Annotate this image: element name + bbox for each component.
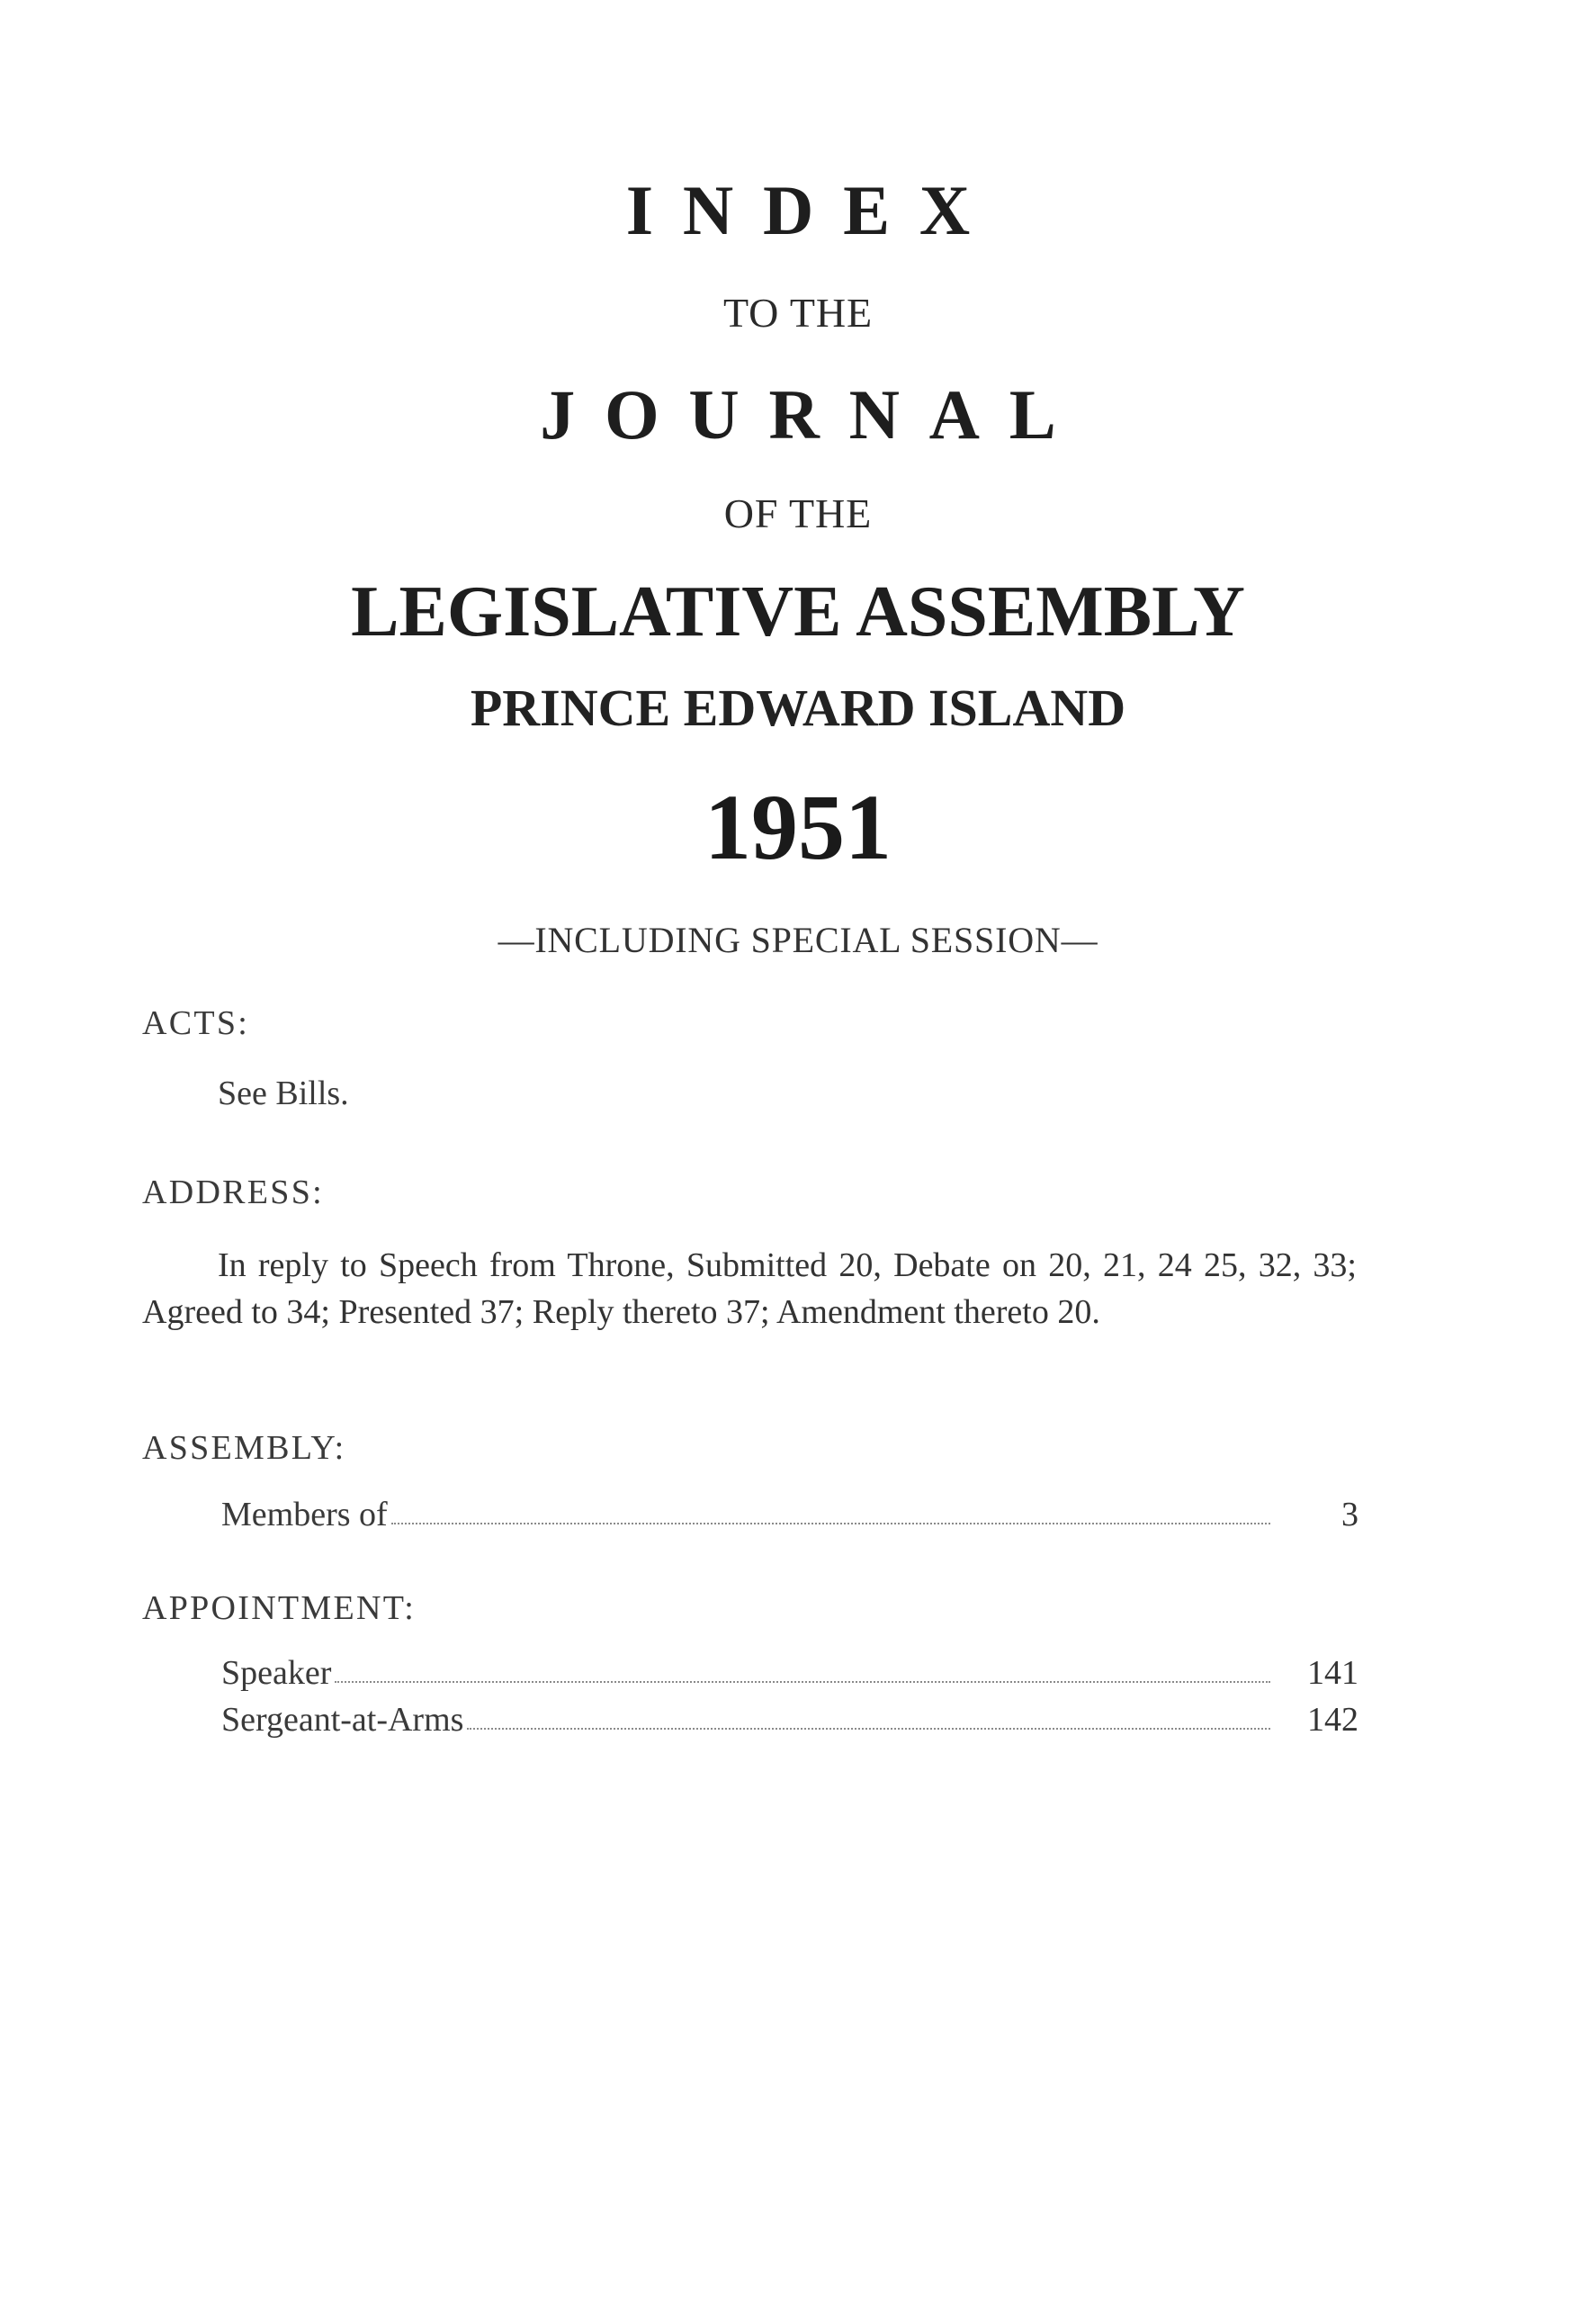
address-entry-text: In reply to Speech from Throne, Submitted 20, Debate on 20, 21, 24 25, 32, 33; Agreed to 34; Presented 37; Reply thereto 37; Amendment thereto 20. [142, 1246, 1357, 1331]
index-entry-speaker [221, 1650, 1358, 1690]
section-heading-appointment: APPOINTMENT: [142, 1589, 417, 1627]
dot-leader [467, 1728, 1270, 1730]
section-heading-acts: ACTS: [142, 1004, 250, 1042]
journal-title: JOURNAL [540, 375, 1086, 454]
section-heading-address: ADDRESS: [142, 1173, 324, 1211]
dot-leader [391, 1523, 1270, 1524]
entry-page-number: 142 [1307, 1701, 1358, 1739]
entry-label: Members of [221, 1496, 388, 1533]
dot-leader [335, 1681, 1270, 1683]
acts-cross-reference: See Bills. [218, 1075, 349, 1112]
year-title: 1951 [704, 776, 892, 879]
index-title: INDEX [625, 171, 1000, 249]
entry-page-number: 3 [1341, 1496, 1358, 1533]
special-session-note: —INCLUDING SPECIAL SESSION— [498, 920, 1098, 960]
of-the-line: OF THE [723, 490, 873, 536]
index-entry-sergeant-at-arms [221, 1697, 1358, 1737]
to-the-line: TO THE [722, 290, 874, 336]
section-heading-assembly: ASSEMBLY: [142, 1429, 346, 1467]
entry-label: Sergeant-at-Arms [221, 1701, 464, 1739]
index-entry-members-of [221, 1492, 1358, 1532]
entry-label: Speaker [221, 1654, 332, 1692]
legislative-assembly-title: LEGISLATIVE ASSEMBLY [351, 572, 1245, 652]
province-title: PRINCE EDWARD ISLAND [470, 679, 1126, 737]
entry-page-number: 141 [1307, 1654, 1358, 1692]
